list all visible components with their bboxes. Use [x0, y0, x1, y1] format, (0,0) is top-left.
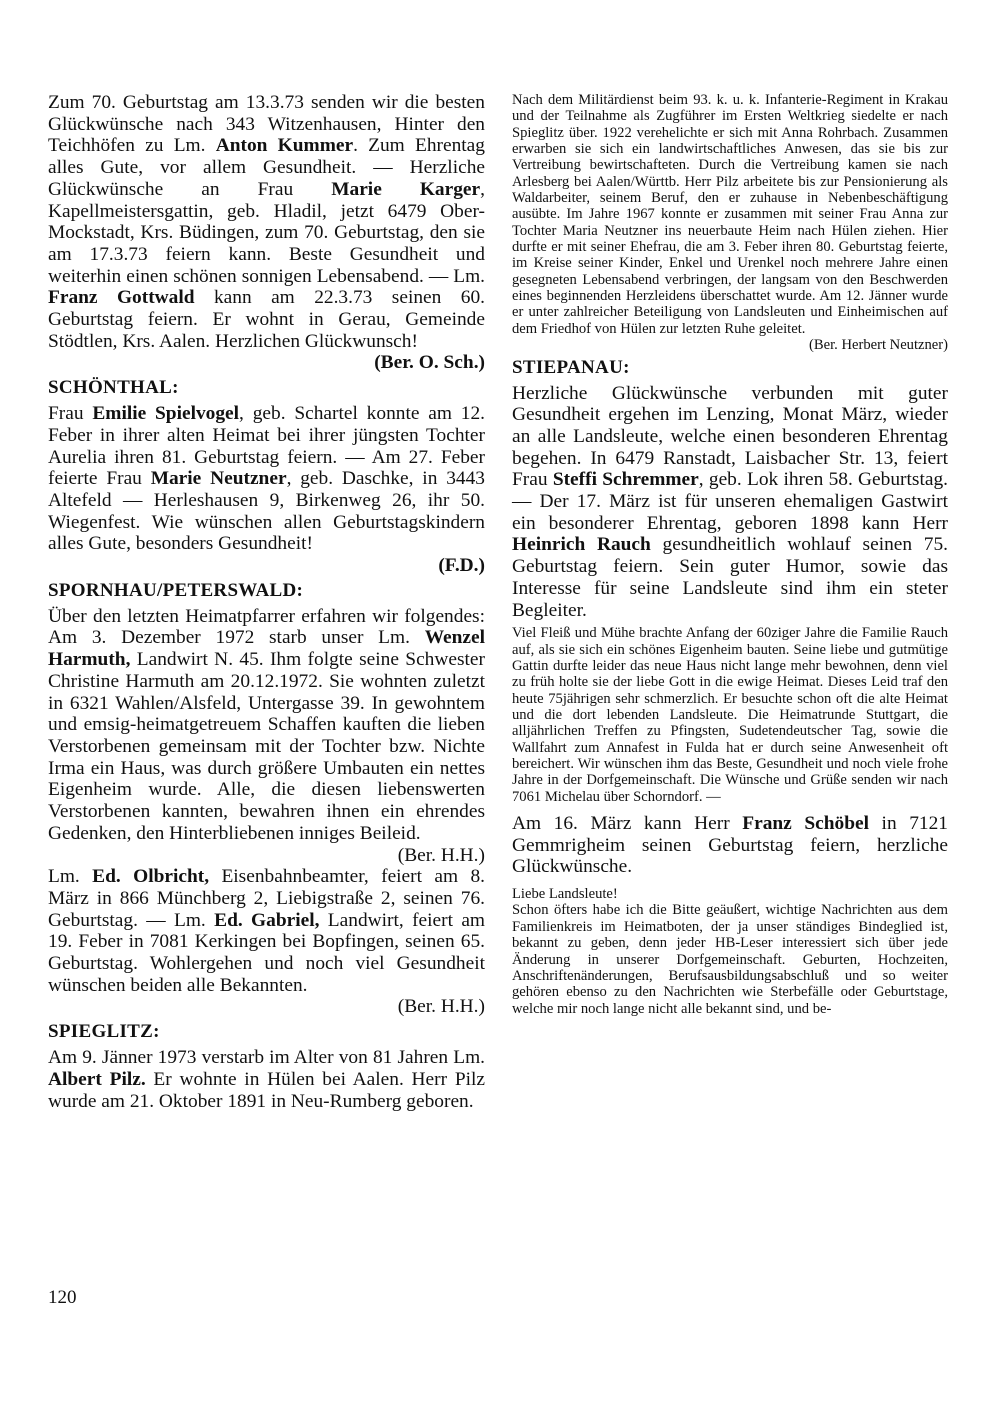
text: Zum 70. Geburtstag am 13.3.73 senden wir die besten Glückwünsche nach 343 Witzenhausen, Hinter den Teichhöfen zu Lm.: [48, 92, 485, 157]
left-column: [48, 92, 485, 1112]
text: , geb. Daschke, in 3443 Altefeld — Herleshausen 9, Birkenweg 26, ihr 50. Wiegenfest. Wie wünschen allen Geburtstagskindern alles Gute, besonders Gesundheit!: [48, 468, 485, 555]
section-heading-spieglitz: SPIEGLITZ:: [48, 1021, 160, 1043]
text: gesundheitlich wohlauf seinen 75. Geburtstag feiern. Sein guter Humor, sowie das Interesse für seine Landsleute sind ihm ein steter Begleiter.: [512, 534, 949, 621]
text: Eisenbahnbeamter, feiert am 8. März in 866 Münchberg 2, Liebigstraße 2, seinen 76. Geburtstag. — Lm.: [48, 866, 486, 931]
text: Frau: [48, 403, 93, 425]
text: kann am 22.3.73 seinen 60. Geburtstag feiern. Er wohnt in Gerau, Gemeinde Stödtlen, Krs. Aalen. Herzlichen Glückwunsch!: [48, 287, 485, 352]
paragraph-birthday-greetings: [48, 92, 485, 374]
text: . Zum Ehrentag alles Gute, vor allem Gesundheit. — Herzliche Glückwünsche an Frau: [48, 135, 485, 200]
paragraph-appeal: Schon öfters habe ich die Bitte geäußert, wichtige Nachrichten aus dem Familienkreis im Heimatboten, der ja unser ständiges Bindeglied ist, bekannt zu geben, denn jeder HB-Leser interessiert sich über jede Änderung in unserer Dorfgemeinschaft. Geburten, Hochzeiten, Anschriftenänderungen, Berufsausbildungsabschluß und so weiter gehören ebenso zu den Nachrichten wie Sterbefälle oder Geburtstage, welche mir noch lange nicht alle bekannt sind, und be-: [512, 902, 948, 1017]
name-bold: Marie Karger: [331, 178, 481, 200]
paragraph-schoenthal: [48, 403, 485, 577]
text: Am 9. Jänner 1973 verstarb im Alter von 81 Jahren Lm.: [48, 1047, 485, 1069]
name-bold: Anton Kummer: [215, 135, 354, 157]
report-credit: (F.D.): [438, 555, 485, 577]
text: Am 16. März kann Herr: [512, 813, 743, 835]
text: Viel Fleiß und Mühe brachte Anfang der 60ziger Jahre die Familie Rauch auf, als sie sich ein schönes Eigenheim bauten. Seine liebe und gutmütige Gattin durfte leider das neue Haus nicht lange mehr bewohnen, denn viel zu früh holte sie der liebe Gott in die ewige Heimat. Dieses Leid traf den heute 75jährigen sehr schmerzlich. Er besuchte schon oft die alte Heimat und die dort lebenden Landsleute. Die Heimatrunde Stuttgart, die alljährlichen Treffen zu Pfingsten, Sudetendeutscher Tag, sowie die Wallfahrt zum Annafest in Fulda hat er durch seine Anwesenheit oft bereichert. Wir wünschen ihm das Beste, Gesundheit und noch viele frohe Jahre in der Dorfgemeinschaft. Die Wünsche und Grüße senden wir nach 7061 Michelau über Schorndorf.: [512, 625, 948, 805]
text: , geb. Schartel konnte am 12. Feber in ihrer alten Heimat bei ihrer jüngsten Tochter Aurelia ihren 81. Geburtstag feiern. — Am 27. Feber feierte Frau: [48, 403, 485, 490]
text: , Kapellmeistersgattin, geb. Hladil, jetzt 6479 Ober-Mockstadt, Krs. Büdingen, zum 70. Geburtstag, den sie am 17.3.73 feiern kann. Beste Gesundheit und weiterhin einen schönen sonnigen Lebensabend. — Lm.: [48, 178, 485, 287]
text: Landwirt, feiert am 19. Feber in 7081 Kerkingen bei Bopfingen, seinen 65. Geburtstag. Wohlergehen und noch viel Gesundheit wünschen beiden alle Bekannten.: [48, 909, 486, 996]
text: Herzliche Glückwünsche verbunden mit guter Gesundheit ergehen im Lenzing, Monat März, wieder an alle Landsleute, welche einen besonderen Ehrentag begehen. In 6479 Ranstadt, Laisbacher Str. 13, feiert Frau: [512, 382, 948, 491]
paragraph-olbricht-gabriel: [48, 866, 485, 1018]
text: —: [706, 788, 721, 805]
name-bold: Wenzel Harmuth,: [48, 627, 485, 671]
section-heading-spornhau: SPORNHAU/PETERSWALD:: [48, 579, 304, 601]
paragraph-rauch-family: [512, 625, 948, 805]
report-credit: (Ber. Herbert Neutzner): [809, 337, 948, 354]
name-bold: Emilie Spielvogel: [92, 403, 240, 425]
text: Landwirt N. 45. Ihm folgte seine Schwester Christine Harmuth am 20.12.1972. Sie wohnten zuletzt in 6321 Wahlen/Alsfeld, Untergasse 39. In gewohntem und emsig-heimatgetreuem Schaffen kauften die lieben Verstorbenen gemeinsam mit der Tochter bzw. Nichte Irma ein Haus, was durch größere Umbauten ein nettes Eigenheim wurde. Alle, die diesen liebenswerten Verstorbenen kannten, bewahren ihnen ein ehrendes Gedenken, den Hinterbliebenen inniges Beileid.: [48, 649, 485, 844]
report-credit: (Ber. O. Sch.): [374, 352, 485, 374]
name-bold: Ed. Gabriel,: [214, 909, 320, 931]
page-number: 120: [48, 1287, 77, 1308]
right-column: [512, 92, 948, 1017]
text: in 7121 Gemmrigheim seinen Geburtstag feiern, herzliche Glückwünsche.: [512, 813, 948, 878]
text: Über den letzten Heimatpfarrer erfahren wir folgendes: Am 3. Dezember 1972 starb unser Lm.: [48, 605, 485, 649]
name-bold: Heinrich Rauch: [512, 534, 651, 556]
name-bold: Marie Neutzner: [150, 468, 287, 490]
section-heading-stiepanau: STIEPANAU:: [512, 356, 630, 378]
report-credit: (Ber. H.H.): [397, 996, 485, 1018]
name-bold: Franz Schöbel: [742, 813, 869, 835]
name-bold: Albert Pilz.: [48, 1068, 146, 1090]
report-credit: (Ber. H.H.): [397, 844, 485, 866]
text: Er wohnte in Hülen bei Aalen. Herr Pilz wurde am 21. Oktober 1891 in Neu-Rumberg geboren.: [48, 1068, 485, 1112]
paragraph-stiepanau: [512, 383, 948, 622]
paragraph-schoebel: [512, 813, 948, 878]
text: , geb. Lok ihren 58. Geburtstag. — Der 17. März ist für unseren ehemaligen Gastwirt ein besonderer Ehrentag, geboren 1898 kann Herr: [512, 469, 948, 534]
paragraph-spieglitz: [48, 1047, 485, 1112]
section-heading-schoenthal: SCHÖNTHAL:: [48, 377, 179, 399]
name-bold: Steffi Schremmer: [552, 469, 699, 491]
name-bold: Franz Gottwald: [48, 287, 195, 309]
name-bold: Ed. Olbricht,: [92, 866, 210, 888]
text: Lm.: [48, 866, 93, 888]
greeting-line: Liebe Landsleute!: [512, 886, 618, 903]
paragraph-pilz-biography: Nach dem Militärdienst beim 93. k. u. k. Infanterie-Regiment in Krakau und der Teilnahme als Zugführer im Ersten Weltkrieg siedelte er nach Spieglitz über. 1922 verehelichte er sich mit Anna Rohrbach. Zusammen erwarben sie sich ein landwirtschaftliches Anwesen, das sie bis zur Vertreibung bewirtschafteten. Durch die Vertreibung kamen sie nach Arlesberg bei Aalen/Württb. Herr Pilz arbeitete bis zur Pensionierung als Waldarbeiter, seinem Beruf, den er zuhause in Nebenbeschäftigung ausübte. Im Jahre 1967 konnte er zusammen mit seiner Frau Anna zur Tochter Maria Neutzner ins neuerbaute Heim nach Hülen ziehen. Hier durfte er mit seiner Ehefrau, die am 3. Feber ihren 80. Geburtstag feierte, im Kreise seiner Kinder, Enkel und Urenkel noch mehrere Jahre einen gesegneten Lebensabend verbringen, der langsam von den Beschwerden eines beginnenden Herzleidens überschattet wurde. Am 12. Jänner wurde er unter zahlreicher Beteiligung von Landsleuten und Einheimischen auf dem Friedhof von Hülen zur letzten Ruhe geleitet.: [512, 92, 948, 337]
paragraph-spornhau: [48, 606, 485, 866]
